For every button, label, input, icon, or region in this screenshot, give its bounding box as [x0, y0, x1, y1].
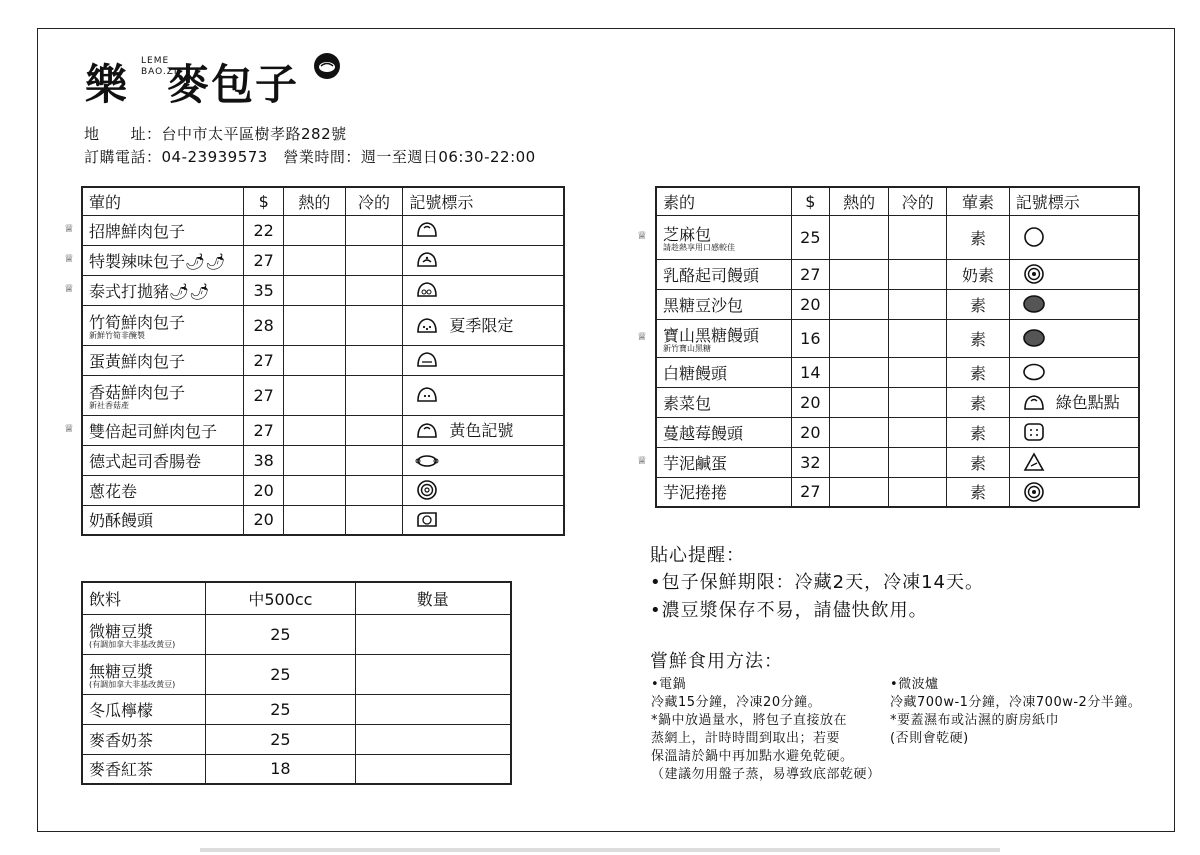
column-header: $: [244, 187, 284, 215]
item-price: 20: [791, 417, 829, 447]
column-header: 冷的: [345, 187, 403, 215]
mark-cell: [403, 445, 564, 475]
crown-icon: ♕: [64, 422, 74, 435]
item-price: 20: [244, 505, 284, 535]
veg-type: 素: [947, 417, 1010, 447]
method-title: 嘗鮮食用方法：: [650, 651, 783, 672]
method-line: 冷藏700w-1分鐘，冷凍700w-2分半鐘。: [890, 695, 1142, 710]
method-line: 冷藏15分鐘，冷凍20分鐘。: [651, 695, 822, 710]
item-price: 27: [244, 415, 284, 445]
item-name: 寶山黑糖饅頭 新竹寶山黑糖: [656, 319, 791, 357]
veg-type: 素: [947, 319, 1010, 357]
item-name: 乳酪起司饅頭: [656, 259, 791, 289]
triangle-mark-icon: [1022, 451, 1046, 473]
item-name: 招牌鮮肉包子: [82, 215, 244, 245]
item-name: 白糖饅頭: [656, 357, 791, 387]
method-line: (否則會乾硬): [890, 731, 969, 746]
filled-mark-icon: [1022, 293, 1046, 315]
drink-qty-cell[interactable]: [355, 654, 511, 694]
item-price: 27: [791, 259, 829, 289]
phone-hours: 訂購電話：04-23939573 營業時間：週一至週日06:30-22:00: [84, 148, 536, 166]
table-row: [82, 415, 564, 445]
sausage-mark-icon: [415, 449, 439, 471]
crown-icon: ♕: [64, 282, 74, 295]
mark-cell: [1009, 289, 1139, 319]
table-row: [82, 754, 511, 784]
item-price: 16: [791, 319, 829, 357]
column-header: 飲料: [82, 582, 206, 614]
column-header: 記號標示: [1009, 187, 1139, 215]
item-price: 27: [244, 245, 284, 275]
bun-line-mark-icon: [415, 349, 439, 371]
table-row: [82, 694, 511, 724]
address: 地 址：台中市太平區樹孝路282號: [84, 125, 347, 143]
table-row: [82, 445, 564, 475]
drink-qty-cell[interactable]: [355, 614, 511, 654]
item-name: 德式起司香腸卷: [82, 445, 244, 475]
cold-qty-cell[interactable]: [345, 445, 403, 475]
bun-spicy-mark-icon: [415, 249, 439, 271]
brand-subtitle: LEME BAO.ZI: [141, 56, 178, 77]
cold-qty-cell[interactable]: [345, 215, 403, 245]
item-sub: 新竹寶山黑糖: [663, 344, 711, 353]
item-name: 黑糖豆沙包: [656, 289, 791, 319]
cold-qty-cell[interactable]: [889, 319, 947, 357]
table-row: [656, 477, 1139, 507]
item-name: 蔓越莓饅頭: [656, 417, 791, 447]
hot-qty-cell[interactable]: [829, 259, 889, 289]
hot-qty-cell[interactable]: [284, 305, 346, 345]
cold-qty-cell[interactable]: [889, 387, 947, 417]
drink-price: 18: [206, 754, 355, 784]
item-name: 特製辣味包子🌶🌶: [82, 245, 244, 275]
mark-cell: [1009, 417, 1139, 447]
table-header-row: [656, 187, 1139, 215]
table-row: [82, 245, 564, 275]
item-sub: (有調加拿大非基改黃豆): [89, 640, 176, 649]
item-price: 38: [244, 445, 284, 475]
table-row: [82, 505, 564, 535]
hot-qty-cell[interactable]: [829, 447, 889, 477]
bun-mark-icon: [415, 219, 439, 241]
cold-qty-cell[interactable]: [889, 259, 947, 289]
item-name: 素菜包: [656, 387, 791, 417]
column-header: 中500cc: [206, 582, 355, 614]
drink-qty-cell[interactable]: [355, 694, 511, 724]
item-name: 芋泥鹹蛋: [656, 447, 791, 477]
drink-price: 25: [206, 694, 355, 724]
table-row: [82, 654, 511, 694]
cold-qty-cell[interactable]: [345, 505, 403, 535]
roll-mark-icon: [415, 509, 439, 531]
table-row: [82, 475, 564, 505]
drink-name: 無糖豆漿 (有調加拿大非基改黃豆): [82, 654, 206, 694]
method-line: *要蓋濕布或沾濕的廚房紙巾: [890, 713, 1060, 728]
item-price: 20: [791, 289, 829, 319]
table-header-row: [82, 187, 564, 215]
item-name: 泰式打拋豬🌶🌶: [82, 275, 244, 305]
veg-type: 素: [947, 447, 1010, 477]
column-header: 葷素: [947, 187, 1010, 215]
cold-qty-cell[interactable]: [889, 357, 947, 387]
column-header: 熱的: [829, 187, 889, 215]
bun-mark-icon: [1022, 392, 1046, 414]
spiral-mark-icon: [1022, 481, 1046, 503]
hot-qty-cell[interactable]: [829, 417, 889, 447]
swirl-mark-icon: [415, 479, 439, 501]
cold-qty-cell[interactable]: [345, 375, 403, 415]
mark-cell: [1009, 447, 1139, 477]
column-header: 葷的: [82, 187, 244, 215]
reminder-item-1: •包子保鮮期限：冷藏2天，冷凍14天。: [650, 572, 984, 593]
cold-qty-cell[interactable]: [889, 215, 947, 259]
cold-qty-cell[interactable]: [345, 275, 403, 305]
table-row: [82, 614, 511, 654]
hot-qty-cell[interactable]: [829, 357, 889, 387]
mark-cell: [403, 475, 564, 505]
hot-qty-cell[interactable]: [284, 275, 346, 305]
method-line: 蒸網上，計時時間到取出；若要: [651, 731, 841, 746]
mark-cell: [1009, 319, 1139, 357]
table-row: [656, 215, 1139, 259]
table-row: [656, 357, 1139, 387]
method-line: （建議勿用盤子蒸，易導致底部乾硬）: [651, 767, 881, 782]
item-name: 奶酥饅頭: [82, 505, 244, 535]
mark-cell: [1009, 215, 1139, 259]
mark-cell: [403, 505, 564, 535]
method-line: •電鍋: [651, 677, 687, 692]
cold-qty-cell[interactable]: [889, 477, 947, 507]
item-price: 27: [244, 375, 284, 415]
mark-note: 黃色記號: [449, 420, 514, 440]
table-row: [656, 387, 1139, 417]
item-name: 蛋黃鮮肉包子: [82, 345, 244, 375]
cold-qty-cell[interactable]: [345, 475, 403, 505]
drink-name: 微糖豆漿 (有調加拿大非基改黃豆): [82, 614, 206, 654]
drink-name: 冬瓜檸檬: [82, 694, 206, 724]
bun-logo-icon: [313, 52, 341, 80]
brand-name: 麥包子: [167, 60, 300, 109]
crown-icon: ♕: [64, 252, 74, 265]
hot-qty-cell[interactable]: [829, 215, 889, 259]
bun-thai-mark-icon: [415, 279, 439, 301]
bun-dots-mark-icon: [415, 315, 439, 337]
cold-qty-cell[interactable]: [345, 245, 403, 275]
spiral-mark-icon: [1022, 263, 1046, 285]
table-row: [656, 447, 1139, 477]
table-row: [82, 275, 564, 305]
crown-icon: ♕: [64, 222, 74, 235]
table-row: [82, 215, 564, 245]
veg-type: 素: [947, 215, 1010, 259]
reminder-title: 貼心提醒：: [650, 545, 745, 566]
item-sub: 請趁熱享用口感較佳: [663, 243, 735, 252]
hot-qty-cell[interactable]: [284, 375, 346, 415]
drink-price: 25: [206, 724, 355, 754]
cold-qty-cell[interactable]: [889, 447, 947, 477]
column-header: 素的: [656, 187, 791, 215]
table-row: [82, 345, 564, 375]
item-price: 35: [244, 275, 284, 305]
hot-qty-cell[interactable]: [284, 245, 346, 275]
veg-type: 素: [947, 357, 1010, 387]
item-name: 香菇鮮肉包子 新社香菇產: [82, 375, 244, 415]
column-header: 記號標示: [403, 187, 564, 215]
meat-menu-table: [81, 186, 565, 536]
table-row: [82, 724, 511, 754]
cold-qty-cell[interactable]: [345, 305, 403, 345]
hot-qty-cell[interactable]: [829, 477, 889, 507]
table-row: [656, 289, 1139, 319]
hot-qty-cell[interactable]: [284, 215, 346, 245]
drink-name: 麥香奶茶: [82, 724, 206, 754]
item-name: 蔥花卷: [82, 475, 244, 505]
mark-cell: [1009, 477, 1139, 507]
mark-cell: [403, 415, 564, 445]
hot-qty-cell[interactable]: [284, 415, 346, 445]
mark-note: 夏季限定: [449, 315, 514, 335]
method-steam: [651, 676, 881, 784]
cold-qty-cell[interactable]: [889, 289, 947, 319]
cold-qty-cell[interactable]: [889, 417, 947, 447]
drink-price: 25: [206, 614, 355, 654]
mark-cell: [1009, 387, 1139, 417]
item-price: 22: [244, 215, 284, 245]
item-price: 32: [791, 447, 829, 477]
hot-qty-cell[interactable]: [284, 505, 346, 535]
bun-two-mark-icon: [415, 384, 439, 406]
bottom-strip: [200, 848, 1000, 852]
hot-qty-cell[interactable]: [284, 475, 346, 505]
hot-qty-cell[interactable]: [284, 445, 346, 475]
item-name: 竹筍鮮肉包子 新鮮竹筍非醃製: [82, 305, 244, 345]
column-header: 冷的: [889, 187, 947, 215]
cold-qty-cell[interactable]: [345, 345, 403, 375]
hot-qty-cell[interactable]: [829, 319, 889, 357]
drink-price: 25: [206, 654, 355, 694]
drink-menu-table: [81, 581, 512, 785]
hot-qty-cell[interactable]: [829, 289, 889, 319]
veg-type: 素: [947, 477, 1010, 507]
mark-cell: [403, 275, 564, 305]
column-header: 熱的: [284, 187, 346, 215]
veg-type: 奶素: [947, 259, 1010, 289]
table-header-row: [82, 582, 511, 614]
crown-icon: ♕: [637, 330, 647, 343]
item-price: 27: [244, 345, 284, 375]
crown-icon: ♕: [637, 229, 647, 242]
method-line: *鍋中放過量水，將包子直接放在: [651, 713, 848, 728]
item-sub: 新社香菇產: [89, 401, 129, 410]
oval-mark-icon: [1022, 361, 1046, 383]
item-price: 25: [791, 215, 829, 259]
mark-cell: [403, 305, 564, 345]
item-name: 芝麻包 請趁熱享用口感較佳: [656, 215, 791, 259]
cold-qty-cell[interactable]: [345, 415, 403, 445]
bun-mark-icon: [415, 420, 439, 442]
item-price: 28: [244, 305, 284, 345]
table-row: [82, 375, 564, 415]
item-sub: 新鮮竹筍非醃製: [89, 331, 145, 340]
item-price: 20: [791, 387, 829, 417]
column-header: 數量: [355, 582, 511, 614]
item-price: 20: [244, 475, 284, 505]
drink-qty-cell[interactable]: [355, 754, 511, 784]
hot-qty-cell[interactable]: [829, 387, 889, 417]
item-name: 雙倍起司鮮肉包子: [82, 415, 244, 445]
mark-cell: [1009, 357, 1139, 387]
mark-cell: [403, 215, 564, 245]
item-price: 27: [791, 477, 829, 507]
column-header: $: [791, 187, 829, 215]
hot-qty-cell[interactable]: [284, 345, 346, 375]
circle-mark-icon: [1022, 226, 1046, 248]
table-row: [656, 259, 1139, 289]
method-line: 保溫請於鍋中再加點水避免乾硬。: [651, 749, 854, 764]
reminder-item-2: •濃豆漿保存不易，請儘快飲用。: [650, 600, 928, 621]
item-price: 14: [791, 357, 829, 387]
square-mark-icon: [1022, 421, 1046, 443]
brand-le: 樂: [85, 60, 130, 109]
mark-note: 綠色點點: [1055, 392, 1120, 412]
veg-type: 素: [947, 387, 1010, 417]
veg-type: 素: [947, 289, 1010, 319]
item-sub: (有調加拿大非基改黃豆): [89, 680, 176, 689]
drink-name: 麥香紅茶: [82, 754, 206, 784]
veg-menu-table: [655, 186, 1140, 508]
mark-cell: [1009, 259, 1139, 289]
mark-cell: [403, 375, 564, 415]
drink-qty-cell[interactable]: [355, 724, 511, 754]
table-row: [656, 417, 1139, 447]
mark-cell: [403, 345, 564, 375]
mark-cell: [403, 245, 564, 275]
table-row: [82, 305, 564, 345]
method-line: •微波爐: [890, 677, 939, 692]
crown-icon: ♕: [637, 454, 647, 467]
filled-mark-icon: [1022, 327, 1046, 349]
item-name: 芋泥捲捲: [656, 477, 791, 507]
table-row: [656, 319, 1139, 357]
method-microwave: [890, 676, 1141, 748]
